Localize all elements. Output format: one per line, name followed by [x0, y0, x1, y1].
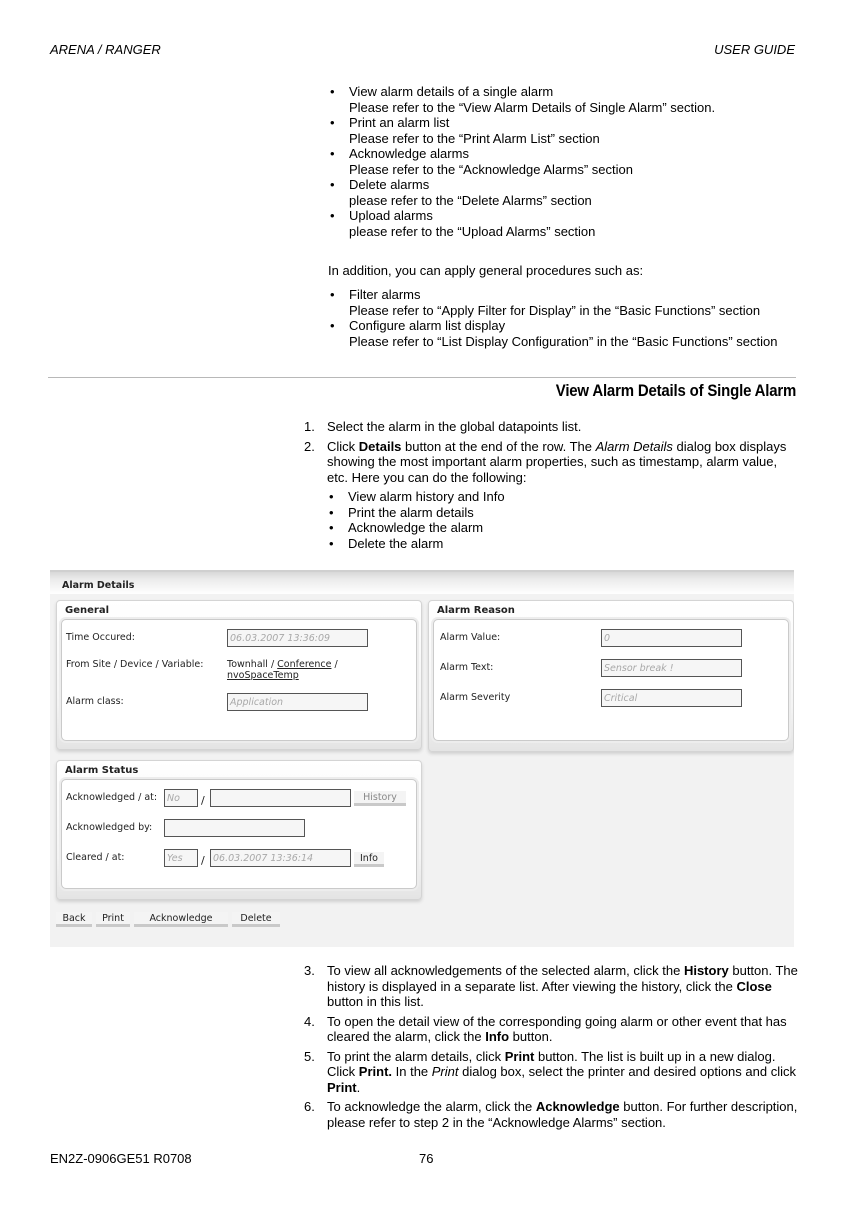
- step-italic: Print: [431, 1064, 459, 1079]
- list-item: • View alarm history and Info: [327, 489, 796, 505]
- step-item: [304, 1049, 798, 1096]
- slash-separator: /: [201, 854, 205, 867]
- list-item-title: View alarm details of a single alarm: [349, 84, 554, 99]
- alarm-status-group: [56, 760, 422, 900]
- step-number: 2.: [304, 438, 315, 454]
- step-item: [304, 1014, 798, 1045]
- list-item: [328, 318, 798, 349]
- step-bold: Print: [504, 1048, 535, 1064]
- step-text: button in this list.: [327, 994, 424, 1009]
- list-item: [328, 115, 798, 146]
- list-item: [328, 84, 798, 115]
- list-item-title: Acknowledge alarms: [349, 146, 469, 161]
- step-bold: Print.: [358, 1064, 393, 1079]
- step-text: In the: [392, 1064, 432, 1079]
- group-title: General: [65, 605, 109, 616]
- step-bold: History: [683, 963, 729, 978]
- section-title: View Alarm Details of Single Alarm: [555, 381, 796, 400]
- alarm-severity-field[interactable]: Critical: [601, 689, 742, 707]
- acknowledged-at-field[interactable]: [210, 789, 351, 807]
- step-text: To view all acknowledgements of the selected alarm, click the: [327, 963, 684, 978]
- info-button[interactable]: Info: [354, 852, 384, 867]
- history-button[interactable]: History: [354, 791, 406, 806]
- separator: /: [331, 659, 338, 670]
- alarm-value-label: Alarm Value:: [440, 632, 501, 643]
- list-item-title: Print an alarm list: [349, 115, 450, 130]
- class-field[interactable]: Application: [227, 693, 368, 711]
- class-label: Alarm class:: [66, 696, 124, 707]
- acknowledged-by-label: Acknowledged by:: [66, 822, 153, 833]
- step-sublist: [327, 489, 796, 551]
- list-item: • Acknowledge the alarm: [327, 520, 796, 536]
- list-item: [328, 287, 798, 318]
- list-item-desc: Please refer to “Apply Filter for Display” in the “Basic Functions” section: [349, 302, 761, 318]
- time-field[interactable]: 06.03.2007 13:36:09: [227, 629, 368, 647]
- step-bold: Acknowledge: [535, 1099, 620, 1114]
- variable-link[interactable]: nvoSpaceTemp: [227, 670, 299, 681]
- general-panel: [61, 619, 417, 741]
- step-number: 5.: [304, 1048, 315, 1064]
- step-bold: Details: [358, 438, 402, 454]
- separator: /: [267, 659, 278, 670]
- cleared-at-field[interactable]: 06.03.2007 13:36:14: [210, 849, 351, 867]
- step-number: 6.: [304, 1099, 315, 1114]
- list-item-desc: please refer to the “Upload Alarms” section: [349, 223, 596, 239]
- step-item: [304, 419, 796, 435]
- dialog-titlebar: [50, 570, 794, 594]
- header-right: USER GUIDE: [714, 42, 795, 57]
- step-item: [304, 963, 798, 1010]
- list-item: • Print the alarm details: [327, 505, 796, 521]
- general-procedures-list: [328, 287, 798, 349]
- group-title: Alarm Reason: [437, 605, 515, 616]
- group-title: Alarm Status: [65, 765, 139, 776]
- alarm-value-field[interactable]: 0: [601, 629, 742, 647]
- step-text: Select the alarm in the global datapoints list.: [327, 419, 582, 434]
- step-number: 1.: [304, 419, 315, 434]
- delete-button[interactable]: Delete: [232, 912, 280, 927]
- step-italic: Alarm Details: [595, 438, 673, 454]
- acknowledged-by-field[interactable]: [164, 819, 305, 837]
- footer-page-number: 76: [419, 1151, 434, 1166]
- alarm-severity-label: Alarm Severity: [440, 692, 511, 703]
- step-bold: Print: [327, 1079, 357, 1095]
- step-number: 3.: [304, 963, 315, 978]
- print-button[interactable]: Print: [96, 912, 130, 927]
- list-item-desc: Please refer to the “View Alarm Details of Single Alarm” section.: [349, 99, 716, 115]
- list-item-title: Delete alarms: [349, 177, 430, 192]
- reason-panel: [433, 619, 789, 741]
- list-item: • Delete the alarm: [327, 536, 796, 552]
- time-label: Time Occured:: [66, 632, 135, 643]
- alarm-text-label: Alarm Text:: [440, 662, 494, 673]
- list-item-title: Filter alarms: [349, 287, 421, 302]
- step-item: [304, 1099, 798, 1130]
- intro-list: [328, 84, 798, 239]
- header-left: ARENA / RANGER: [50, 42, 161, 57]
- list-item: [328, 208, 798, 239]
- back-button[interactable]: Back: [56, 912, 92, 927]
- step-text: dialog box, select the printer and desired options and click: [458, 1064, 796, 1079]
- alarm-text-field[interactable]: Sensor break !: [601, 659, 742, 677]
- steps-list-a: [304, 419, 796, 555]
- step-text: button at the end of the row. The: [401, 438, 596, 454]
- step-text: button. For further description, please refer to step 2 in the “Acknowledge Alarms” section.: [327, 1099, 798, 1130]
- list-item-title: Configure alarm list display: [349, 318, 506, 333]
- step-text: To open the detail view of the corresponding going alarm or other event that has cleared the alarm, click the: [327, 1013, 787, 1044]
- list-item-title: Upload alarms: [349, 208, 433, 223]
- step-number: 4.: [304, 1013, 315, 1029]
- step-text: button. The history is displayed in a separate list. After viewing the history, click the: [327, 963, 798, 994]
- device-link[interactable]: Conference: [277, 659, 332, 670]
- from-label: From Site / Device / Variable:: [66, 659, 204, 670]
- slash-separator: /: [201, 794, 205, 807]
- acknowledge-button[interactable]: Acknowledge: [134, 912, 228, 927]
- list-item: [328, 177, 798, 208]
- section-divider: [48, 377, 796, 378]
- step-text: button.: [509, 1029, 553, 1044]
- step-bold: Close: [736, 978, 772, 994]
- addition-text: In addition, you can apply general procedures such as:: [328, 263, 644, 278]
- footer-doc-id: EN2Z-0906GE51 R0708: [50, 1151, 192, 1166]
- list-item: [328, 146, 798, 177]
- list-item-desc: please refer to the “Delete Alarms” section: [349, 192, 592, 208]
- cleared-at-label: Cleared / at:: [66, 852, 125, 863]
- step-bold: Info: [485, 1029, 510, 1044]
- step-text: .: [356, 1079, 361, 1095]
- status-panel: [61, 779, 417, 889]
- list-item-desc: Please refer to the “Print Alarm List” section: [349, 130, 600, 146]
- step-text: To acknowledge the alarm, click the: [327, 1099, 536, 1114]
- step-text: To print the alarm details, click: [327, 1048, 505, 1064]
- cleared-field[interactable]: Yes: [164, 849, 198, 867]
- acknowledged-field[interactable]: No: [164, 789, 198, 807]
- list-item-desc: Please refer to the “Acknowledge Alarms” section: [349, 161, 633, 177]
- step-text: button. The list is built up in a new dialog. Click: [327, 1048, 776, 1079]
- alarm-details-screenshot: [50, 570, 794, 947]
- step-item: [304, 439, 796, 552]
- step-text: Click: [327, 438, 359, 454]
- list-item-desc: Please refer to “List Display Configuration” in the “Basic Functions” section: [349, 333, 778, 349]
- steps-list-b: [304, 963, 798, 1134]
- acknowledged-at-label: Acknowledged / at:: [66, 792, 158, 803]
- step-text: dialog box displays showing the most important alarm properties, such as timestamp, alarm value, etc. Here you can do the following:: [327, 438, 787, 485]
- alarm-reason-group: [428, 600, 794, 752]
- general-group: [56, 600, 422, 750]
- dialog-title: Alarm Details: [62, 580, 135, 591]
- site-name: Townhall: [227, 659, 268, 670]
